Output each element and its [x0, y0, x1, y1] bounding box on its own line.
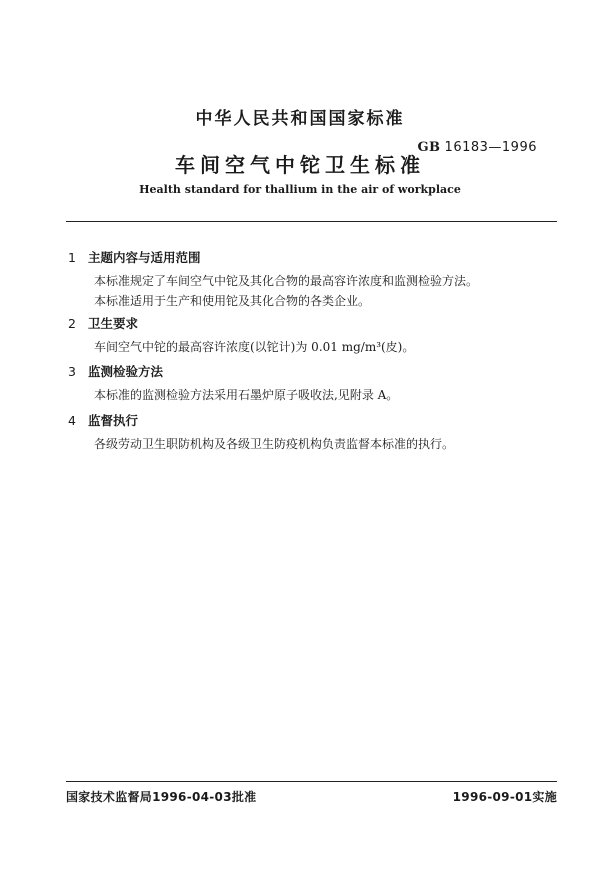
paragraph: 本标准的监测检验方法采用石墨炉原子吸收法,见附录 A。 [94, 388, 399, 402]
section-body [68, 271, 548, 311]
section-body [68, 385, 548, 405]
standard-code-number: 16183—1996 [444, 140, 537, 155]
standard-code-prefix: GB [417, 140, 441, 155]
standard-title-en: Health standard for thallium in the air of workplace [139, 183, 461, 196]
section-3 [68, 362, 548, 405]
paragraph: 本标准适用于生产和使用铊及其化合物的各类企业。 [94, 294, 371, 308]
standard-title-cn: 车间空气中铊卫生标准 [175, 153, 425, 177]
section-heading [68, 362, 548, 380]
section-number: 1 [68, 250, 76, 265]
top-divider [66, 221, 557, 222]
implementation-date: 1996-09-01实施 [452, 790, 557, 804]
section-heading [68, 248, 548, 266]
paragraph: 本标准规定了车间空气中铊及其化合物的最高容许浓度和监测检验方法。 [94, 274, 479, 288]
section-4 [68, 411, 548, 454]
section-heading [68, 314, 548, 332]
paragraph: 各级劳动卫生职防机构及各级卫生防疫机构负责监督本标准的执行。 [94, 437, 455, 451]
section-title: 监督执行 [88, 413, 139, 428]
section-body [68, 434, 548, 454]
section-number: 4 [68, 413, 76, 428]
section-1 [68, 248, 548, 311]
bottom-divider [66, 781, 557, 782]
section-title: 主题内容与适用范围 [88, 250, 201, 265]
section-2 [68, 314, 548, 357]
section-body [68, 337, 548, 357]
section-title: 监测检验方法 [88, 364, 164, 379]
paragraph: 车间空气中铊的最高容许浓度(以铊计)为 0.01 mg/m³(皮)。 [94, 340, 415, 354]
section-number: 3 [68, 364, 76, 379]
section-title: 卫生要求 [88, 316, 139, 331]
national-standard-heading: 中华人民共和国国家标准 [195, 109, 405, 129]
approval-date: 国家技术监督局1996-04-03批准 [66, 790, 257, 804]
section-heading [68, 411, 548, 429]
section-number: 2 [68, 316, 76, 331]
